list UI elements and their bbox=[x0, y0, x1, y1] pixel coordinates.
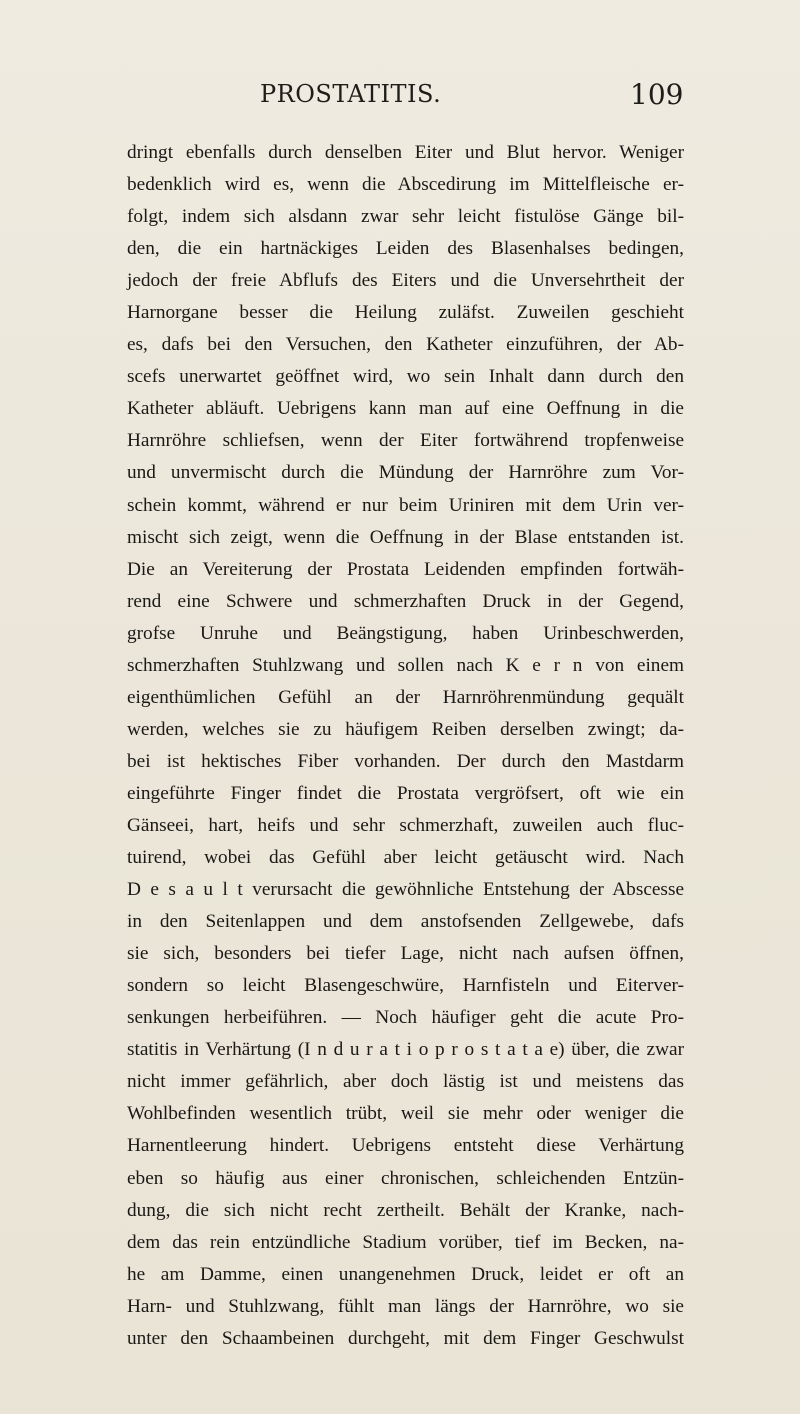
text-line: dringt ebenfalls durch denselben Eiter und Blut hervor. Weniger bbox=[127, 142, 684, 163]
text-line: jedoch der freie Abflufs des Eiters und die Unversehrtheit der bbox=[127, 270, 684, 292]
text-line: mischt sich zeigt, wenn die Oeffnung in der Blase entstanden ist. bbox=[127, 526, 684, 548]
page-number: 109 bbox=[630, 78, 684, 111]
text-line: Harnentleerung hindert. Uebrigens entsteht diese Verhärtung bbox=[127, 1135, 684, 1157]
text-line: tuirend, wobei das Gefühl aber leicht getäuscht wird. Nach bbox=[127, 847, 684, 869]
text-line: Die an Vereiterung der Prostata Leidenden empfinden fortwäh- bbox=[127, 558, 684, 580]
text-line: Harnröhre schliefsen, wenn der Eiter fortwährend tropfenweise bbox=[127, 430, 684, 452]
body-text bbox=[127, 137, 684, 1355]
running-title: PROSTATITIS. bbox=[260, 80, 442, 108]
text-line: sie sich, besonders bei tiefer Lage, nicht nach aufsen öffnen, bbox=[127, 943, 684, 965]
text-line: den, die ein hartnäckiges Leiden des Blasenhalses bedingen, bbox=[127, 238, 684, 260]
text-line: Harn- und Stuhlzwang, fühlt man längs der Harnröhre, wo sie bbox=[127, 1295, 684, 1317]
text-line: bedenklich wird es, wenn die Abscedirung im Mittelfleische er- bbox=[127, 174, 684, 196]
text-line: dung, die sich nicht recht zertheilt. Behält der Kranke, nach- bbox=[127, 1199, 684, 1221]
text-line: Gänseei, hart, heifs und sehr schmerzhaft, zuweilen auch fluc- bbox=[127, 814, 684, 836]
text-line: statitis in Verhärtung (I n d u r a t i o p r o s t a t a e) über, die zwar bbox=[127, 1039, 684, 1061]
text-line: scefs unerwartet geöffnet wird, wo sein Inhalt dann durch den bbox=[127, 366, 684, 388]
text-line: Wohlbefinden wesentlich trübt, weil sie mehr oder weniger die bbox=[127, 1103, 684, 1125]
text-line: schmerzhaften Stuhlzwang und sollen nach K e r n von einem bbox=[127, 654, 684, 676]
text-line: Katheter abläuft. Uebrigens kann man auf eine Oeffnung in die bbox=[127, 398, 684, 420]
text-line: sondern so leicht Blasengeschwüre, Harnfisteln und Eiterver- bbox=[127, 975, 684, 997]
text-line: dem das rein entzündliche Stadium vorüber, tief im Becken, na- bbox=[127, 1231, 684, 1253]
text-line: rend eine Schwere und schmerzhaften Druck in der Gegend, bbox=[127, 590, 684, 612]
text-line: senkungen herbeiführen. — Noch häufiger geht die acute Pro- bbox=[127, 1007, 684, 1029]
text-line: nicht immer gefährlich, aber doch lästig ist und meistens das bbox=[127, 1071, 684, 1093]
text-line: eigenthümlichen Gefühl an der Harnröhrenmündung gequält bbox=[127, 686, 684, 708]
text-line: unter den Schaambeinen durchgeht, mit dem Finger Geschwulst bbox=[127, 1327, 684, 1349]
text-line: werden, welches sie zu häufigem Reiben derselben zwingt; da- bbox=[127, 718, 684, 740]
text-line: in den Seitenlappen und dem anstofsenden Zellgewebe, dafs bbox=[127, 911, 684, 933]
text-line: grofse Unruhe und Beängstigung, haben Urinbeschwerden, bbox=[127, 622, 684, 644]
text-line: und unvermischt durch die Mündung der Harnröhre zum Vor- bbox=[127, 462, 684, 484]
text-line: eben so häufig aus einer chronischen, schleichenden Entzün- bbox=[127, 1167, 684, 1189]
text-line: folgt, indem sich alsdann zwar sehr leicht fistulöse Gänge bil- bbox=[127, 206, 684, 228]
running-head bbox=[0, 80, 800, 120]
text-line: es, dafs bei den Versuchen, den Katheter einzuführen, der Ab- bbox=[127, 334, 684, 356]
text-line: eingeführte Finger findet die Prostata vergröfsert, oft wie ein bbox=[127, 782, 684, 804]
text-line: he am Damme, einen unangenehmen Druck, leidet er oft an bbox=[127, 1263, 684, 1285]
text-line: D e s a u l t verursacht die gewöhnliche Entstehung der Abscesse bbox=[127, 879, 684, 901]
text-line: bei ist hektisches Fiber vorhanden. Der durch den Mastdarm bbox=[127, 750, 684, 772]
text-line: Harnorgane besser die Heilung zuläfst. Zuweilen geschieht bbox=[127, 302, 684, 324]
text-line: schein kommt, während er nur beim Uriniren mit dem Urin ver- bbox=[127, 494, 684, 516]
